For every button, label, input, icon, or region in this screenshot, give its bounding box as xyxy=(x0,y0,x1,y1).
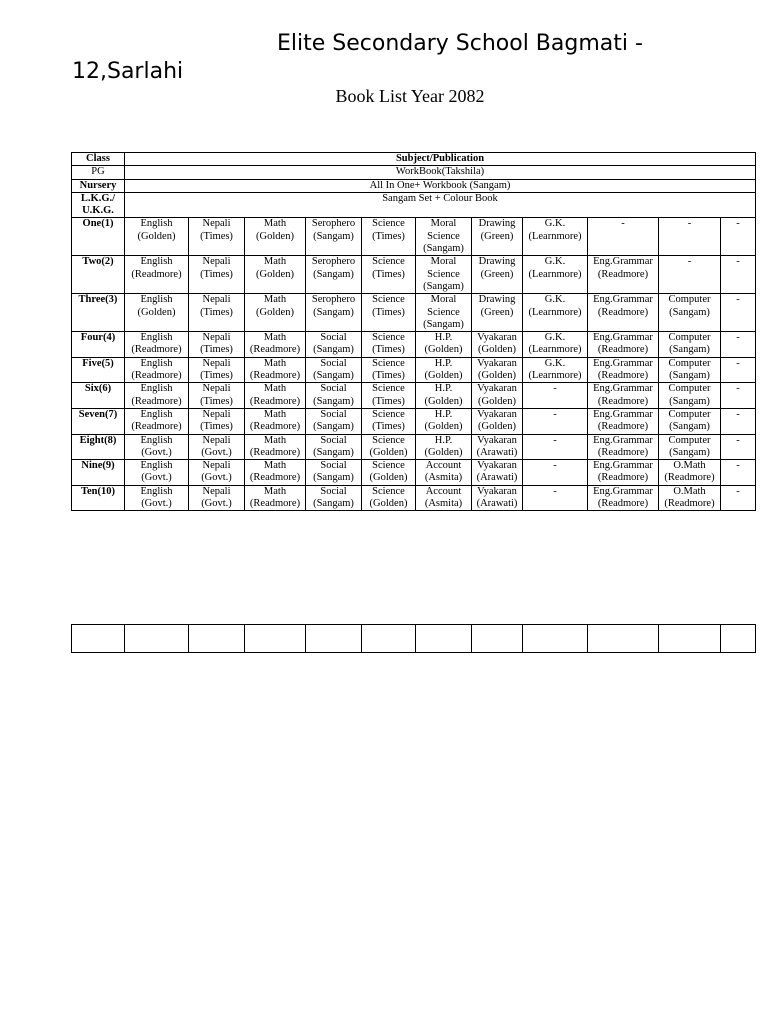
book-cell: Science (Golden) xyxy=(362,434,416,460)
empty-cell xyxy=(306,625,362,653)
book-cell: Math (Golden) xyxy=(245,256,306,294)
book-cell: Computer (Sangam) xyxy=(659,383,721,409)
book-cell: Math (Readmore) xyxy=(245,434,306,460)
book-cell: Drawing (Green) xyxy=(472,256,523,294)
book-cell: Vyakaran (Golden) xyxy=(472,332,523,358)
book-cell: Social (Sangam) xyxy=(306,383,362,409)
book-cell: Sangam Set + Colour Book xyxy=(125,192,756,218)
book-cell: Nepali (Govt.) xyxy=(189,434,245,460)
book-cell: Nepali (Times) xyxy=(189,408,245,434)
book-cell: G.K. (Learnmore) xyxy=(523,357,588,383)
book-cell: O.Math (Readmore) xyxy=(659,485,721,511)
class-cell: Eight(8) xyxy=(72,434,125,460)
page-title: Elite Secondary School Bagmati - 12,Sarlahi xyxy=(72,31,643,84)
book-cell: Science (Times) xyxy=(362,294,416,332)
book-cell: - xyxy=(721,218,756,256)
book-cell: H.P. (Golden) xyxy=(416,408,472,434)
table-row xyxy=(72,383,756,409)
book-cell: Vyakaran (Golden) xyxy=(472,383,523,409)
book-cell: Math (Readmore) xyxy=(245,383,306,409)
book-cell: Nepali (Times) xyxy=(189,383,245,409)
empty-cell xyxy=(72,625,125,653)
book-cell: G.K. (Learnmore) xyxy=(523,218,588,256)
class-cell: Four(4) xyxy=(72,332,125,358)
book-cell: Math (Readmore) xyxy=(245,332,306,358)
book-cell: All In One+ Workbook (Sangam) xyxy=(125,179,756,192)
book-cell: Computer (Sangam) xyxy=(659,357,721,383)
empty-cell xyxy=(721,625,756,653)
book-cell: Nepali (Times) xyxy=(189,294,245,332)
book-cell: - xyxy=(523,408,588,434)
class-cell: L.K.G./ U.K.G. xyxy=(72,192,125,218)
book-cell: - xyxy=(523,485,588,511)
table-row xyxy=(72,485,756,511)
class-cell: Two(2) xyxy=(72,256,125,294)
book-cell: Moral Science (Sangam) xyxy=(416,256,472,294)
empty-cell xyxy=(362,625,416,653)
book-cell: Computer (Sangam) xyxy=(659,434,721,460)
table-row xyxy=(72,408,756,434)
book-cell: H.P. (Golden) xyxy=(416,434,472,460)
book-cell: Science (Times) xyxy=(362,383,416,409)
table-row xyxy=(72,256,756,294)
book-cell: Science (Golden) xyxy=(362,485,416,511)
book-list-table xyxy=(71,152,756,511)
class-cell: Nursery xyxy=(72,179,125,192)
book-cell: English (Golden) xyxy=(125,218,189,256)
book-cell: Social (Sangam) xyxy=(306,332,362,358)
book-cell: Science (Times) xyxy=(362,218,416,256)
book-cell: Nepali (Times) xyxy=(189,332,245,358)
book-cell: Moral Science (Sangam) xyxy=(416,218,472,256)
book-cell: Math (Readmore) xyxy=(245,460,306,486)
book-cell: - xyxy=(721,434,756,460)
empty-cell xyxy=(189,625,245,653)
book-cell: Vyakaran (Arawati) xyxy=(472,485,523,511)
empty-row xyxy=(72,625,756,653)
book-cell: English (Readmore) xyxy=(125,357,189,383)
book-cell: Serophero (Sangam) xyxy=(306,256,362,294)
book-cell: - xyxy=(659,256,721,294)
empty-table xyxy=(71,624,756,653)
book-cell: Science (Times) xyxy=(362,408,416,434)
book-cell: Social (Sangam) xyxy=(306,485,362,511)
book-cell: Computer (Sangam) xyxy=(659,408,721,434)
book-cell: English (Readmore) xyxy=(125,256,189,294)
book-cell: Drawing (Green) xyxy=(472,218,523,256)
book-cell: Math (Readmore) xyxy=(245,408,306,434)
book-cell: Social (Sangam) xyxy=(306,460,362,486)
table-row xyxy=(72,166,756,179)
book-cell: Account (Asmita) xyxy=(416,460,472,486)
book-cell: Science (Golden) xyxy=(362,460,416,486)
book-cell: Eng.Grammar (Readmore) xyxy=(588,332,659,358)
empty-cell xyxy=(416,625,472,653)
table-header-row xyxy=(72,153,756,166)
class-cell: Seven(7) xyxy=(72,408,125,434)
table-row xyxy=(72,332,756,358)
book-cell: G.K. (Learnmore) xyxy=(523,294,588,332)
table-row xyxy=(72,294,756,332)
page-subtitle: Book List Year 2082 xyxy=(335,86,485,106)
book-cell: Nepali (Times) xyxy=(189,357,245,383)
book-cell: English (Readmore) xyxy=(125,332,189,358)
book-cell: - xyxy=(721,460,756,486)
book-cell: - xyxy=(721,332,756,358)
book-cell: English (Govt.) xyxy=(125,434,189,460)
book-cell: English (Readmore) xyxy=(125,383,189,409)
class-cell: Five(5) xyxy=(72,357,125,383)
book-cell: Nepali (Govt.) xyxy=(189,485,245,511)
book-cell: Math (Golden) xyxy=(245,218,306,256)
empty-cell xyxy=(472,625,523,653)
empty-cell xyxy=(245,625,306,653)
class-cell: Three(3) xyxy=(72,294,125,332)
book-cell: Eng.Grammar (Readmore) xyxy=(588,408,659,434)
book-cell: Vyakaran (Arawati) xyxy=(472,460,523,486)
book-cell: Social (Sangam) xyxy=(306,434,362,460)
book-cell: H.P. (Golden) xyxy=(416,332,472,358)
book-cell: - xyxy=(721,408,756,434)
table-row xyxy=(72,434,756,460)
book-cell: Eng.Grammar (Readmore) xyxy=(588,256,659,294)
book-cell: Nepali (Times) xyxy=(189,256,245,294)
table-row xyxy=(72,357,756,383)
header-class: Class xyxy=(72,153,125,166)
empty-cell xyxy=(523,625,588,653)
class-cell: One(1) xyxy=(72,218,125,256)
empty-cell xyxy=(125,625,189,653)
book-cell: Eng.Grammar (Readmore) xyxy=(588,460,659,486)
book-cell: Math (Readmore) xyxy=(245,485,306,511)
book-cell: - xyxy=(659,218,721,256)
book-cell: - xyxy=(721,383,756,409)
book-cell: Social (Sangam) xyxy=(306,408,362,434)
book-cell: Science (Times) xyxy=(362,357,416,383)
book-cell: Social (Sangam) xyxy=(306,357,362,383)
book-cell: - xyxy=(588,218,659,256)
book-cell: - xyxy=(523,460,588,486)
book-cell: Eng.Grammar (Readmore) xyxy=(588,485,659,511)
book-cell: Account (Asmita) xyxy=(416,485,472,511)
book-cell: Serophero (Sangam) xyxy=(306,294,362,332)
book-cell: Nepali (Times) xyxy=(189,218,245,256)
book-cell: WorkBook(Takshila) xyxy=(125,166,756,179)
header-subject: Subject/Publication xyxy=(125,153,756,166)
book-cell: Science (Times) xyxy=(362,332,416,358)
book-cell: Vyakaran (Arawati) xyxy=(472,434,523,460)
book-cell: - xyxy=(523,383,588,409)
class-cell: Nine(9) xyxy=(72,460,125,486)
book-cell: Drawing (Green) xyxy=(472,294,523,332)
book-cell: Computer (Sangam) xyxy=(659,332,721,358)
book-cell: Serophero (Sangam) xyxy=(306,218,362,256)
book-cell: Eng.Grammar (Readmore) xyxy=(588,383,659,409)
class-cell: Six(6) xyxy=(72,383,125,409)
book-cell: - xyxy=(523,434,588,460)
book-cell: Math (Readmore) xyxy=(245,357,306,383)
table-row xyxy=(72,218,756,256)
book-cell: H.P. (Golden) xyxy=(416,383,472,409)
book-cell: - xyxy=(721,294,756,332)
book-cell: English (Govt.) xyxy=(125,460,189,486)
book-cell: Math (Golden) xyxy=(245,294,306,332)
empty-cell xyxy=(588,625,659,653)
book-cell: Eng.Grammar (Readmore) xyxy=(588,294,659,332)
table-row xyxy=(72,192,756,218)
book-cell: Vyakaran (Golden) xyxy=(472,408,523,434)
book-cell: Eng.Grammar (Readmore) xyxy=(588,357,659,383)
empty-cell xyxy=(659,625,721,653)
book-cell: Science (Times) xyxy=(362,256,416,294)
book-cell: Moral Science (Sangam) xyxy=(416,294,472,332)
table-row xyxy=(72,179,756,192)
book-cell: English (Readmore) xyxy=(125,408,189,434)
book-cell: Vyakaran (Golden) xyxy=(472,357,523,383)
book-cell: H.P. (Golden) xyxy=(416,357,472,383)
table-row xyxy=(72,460,756,486)
book-cell: - xyxy=(721,357,756,383)
book-cell: Nepali (Govt.) xyxy=(189,460,245,486)
class-cell: PG xyxy=(72,166,125,179)
book-cell: English (Golden) xyxy=(125,294,189,332)
book-cell: Computer (Sangam) xyxy=(659,294,721,332)
book-cell: - xyxy=(721,485,756,511)
book-cell: G.K. (Learnmore) xyxy=(523,332,588,358)
book-cell: G.K. (Learnmore) xyxy=(523,256,588,294)
book-cell: Eng.Grammar (Readmore) xyxy=(588,434,659,460)
book-cell: - xyxy=(721,256,756,294)
class-cell: Ten(10) xyxy=(72,485,125,511)
book-cell: O.Math (Readmore) xyxy=(659,460,721,486)
book-cell: English (Govt.) xyxy=(125,485,189,511)
